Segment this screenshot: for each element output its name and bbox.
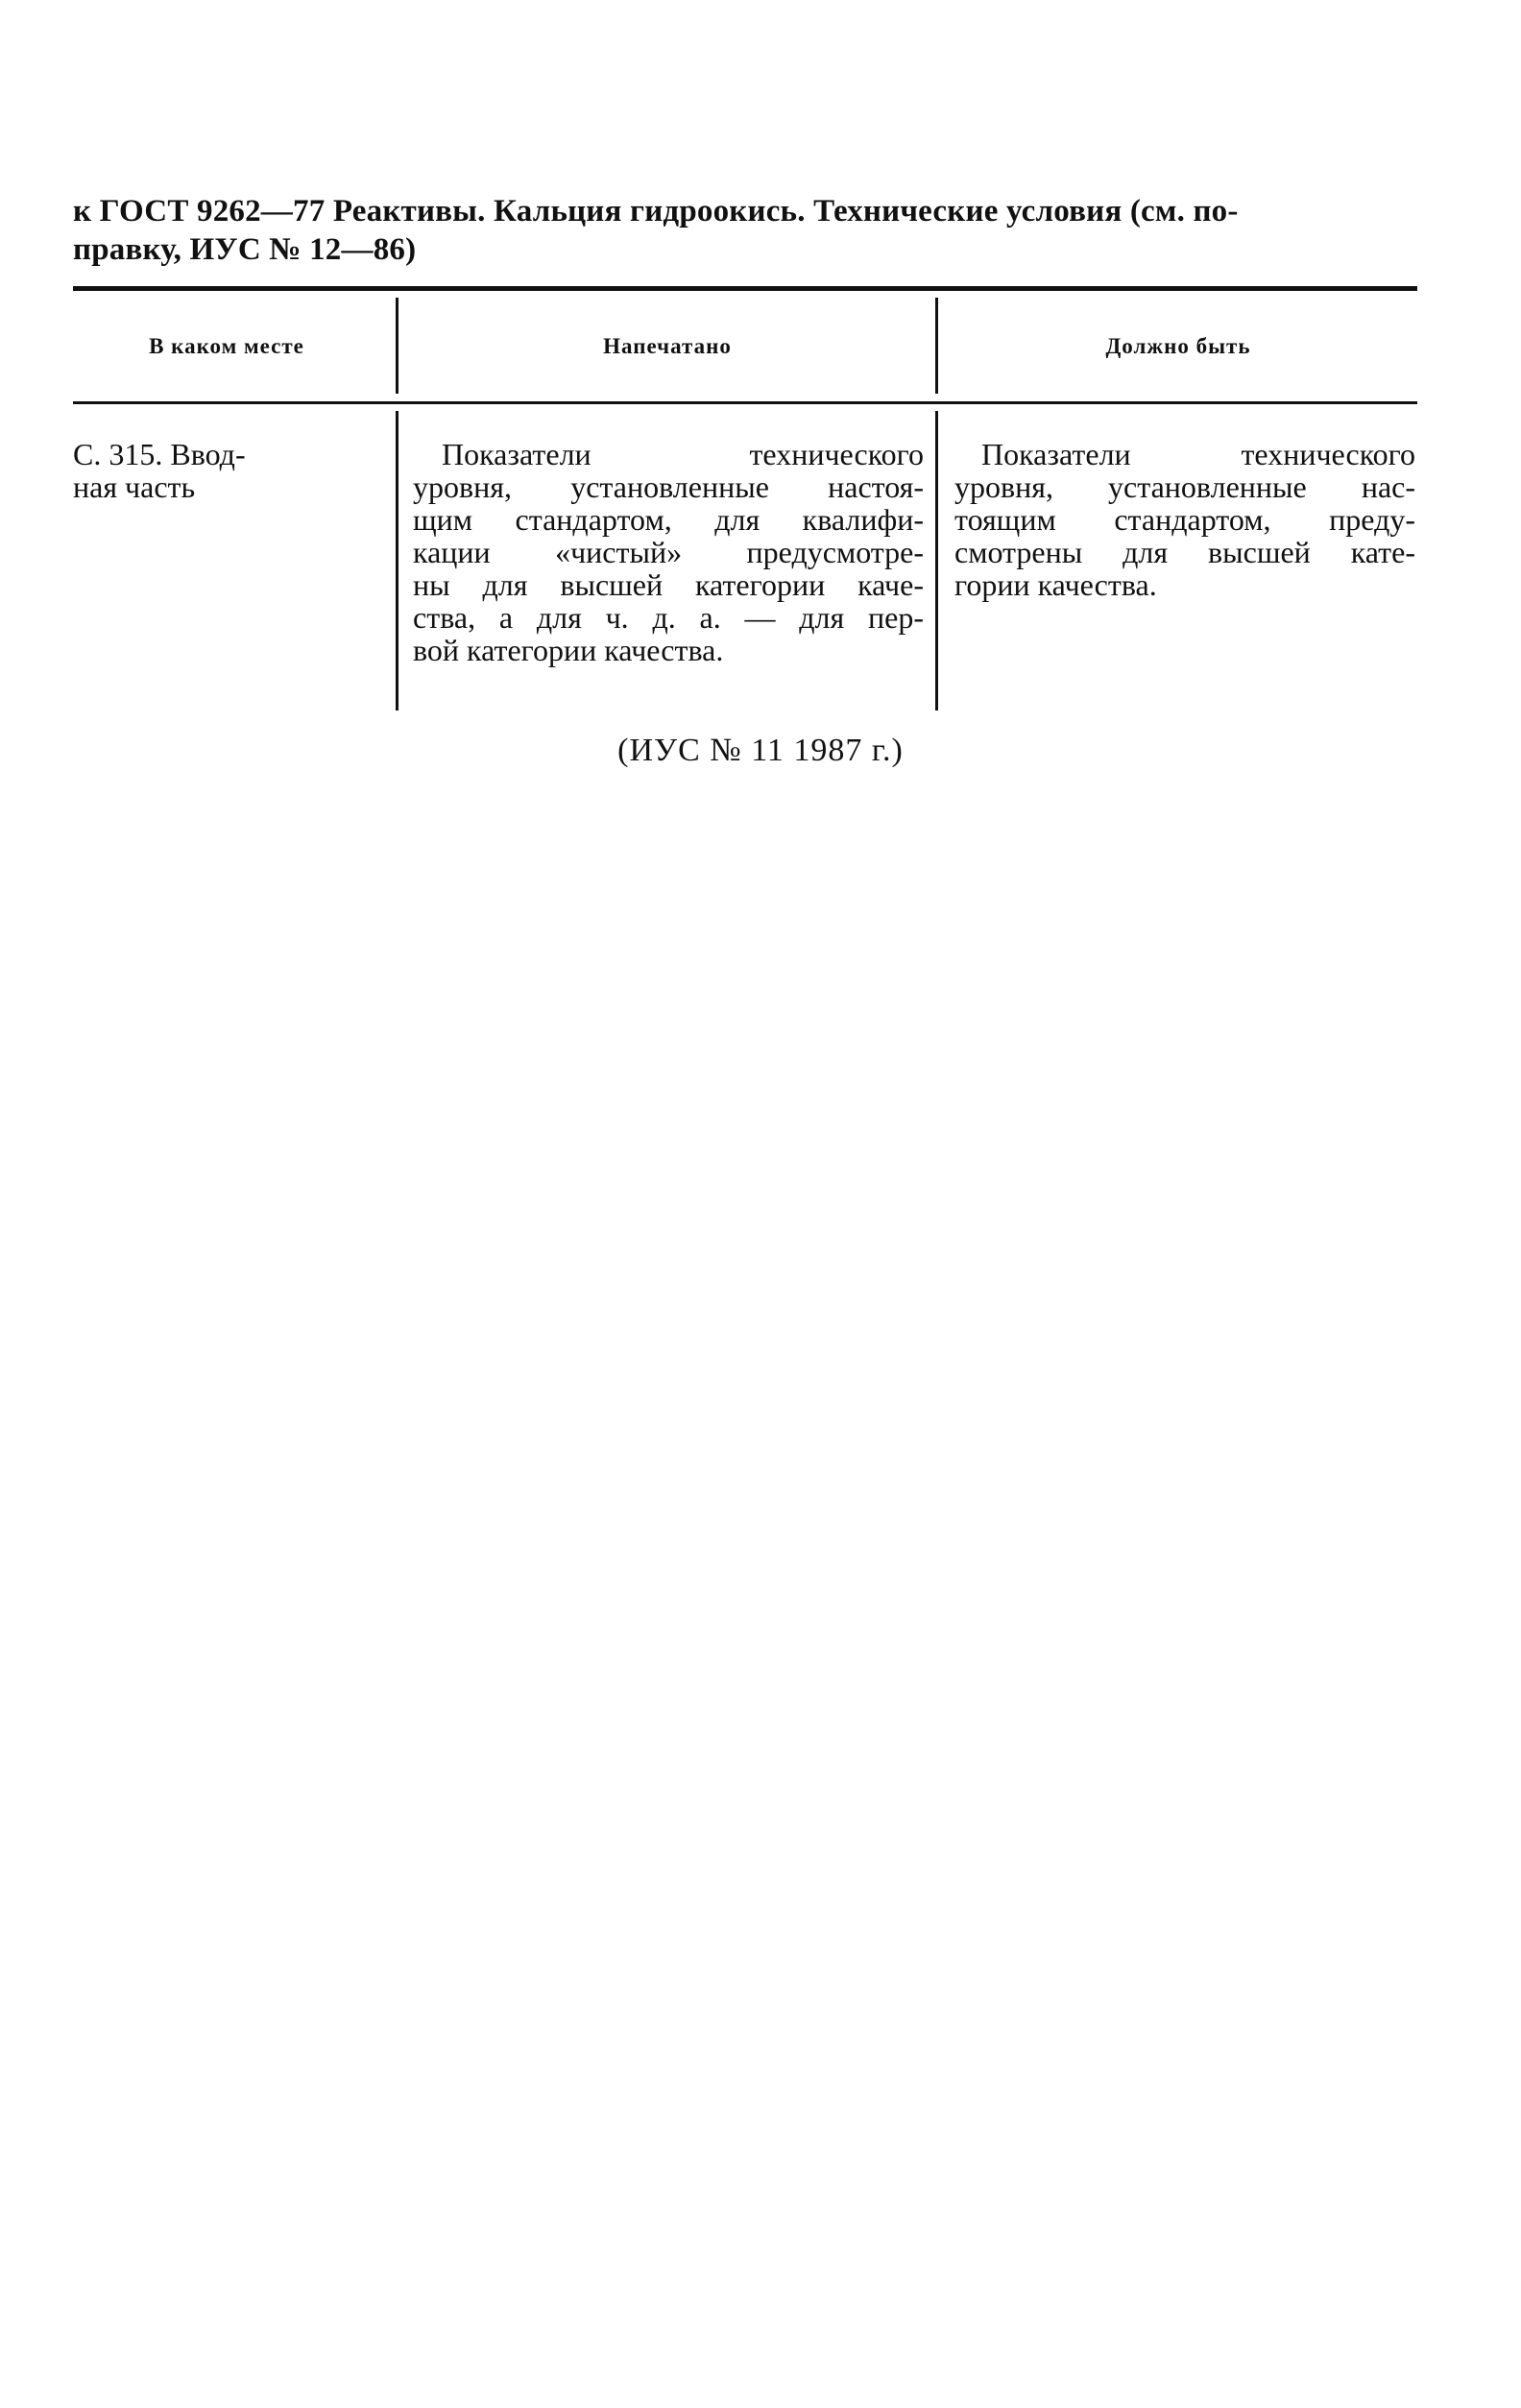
heading-line-2: правку, ИУС № 12—86) [73, 232, 417, 267]
should-be-line: тоящим стандартом, преду- [954, 502, 1415, 537]
place-line: ная часть [73, 470, 196, 504]
place-line: С. 315. Ввод- [73, 437, 246, 471]
table-cell-place [73, 438, 361, 503]
heading-line-1: к ГОСТ 9262—77 Реактивы. Кальция гидроокись. Технические условия (см. по- [73, 194, 1239, 229]
should-be-line: гории качества. [954, 567, 1157, 602]
body-column-divider-1 [396, 411, 398, 710]
table-header-rule [73, 401, 1417, 404]
printed-line: кации «чистый» предусмотре- [413, 535, 924, 569]
column-header-place: В каком месте [149, 334, 304, 358]
printed-line: уровня, установленные настоя- [413, 470, 924, 504]
source-reference: (ИУС № 11 1987 г.) [617, 733, 904, 768]
table-cell-printed [413, 438, 924, 666]
printed-line: Показатели технического [442, 437, 924, 471]
should-be-line: смотрены для высшей кате- [954, 535, 1415, 569]
column-header-printed: Напечатано [603, 334, 732, 358]
column-header-should-be: Должно быть [1105, 334, 1251, 358]
should-be-line: уровня, установленные нас- [954, 470, 1415, 504]
amendment-heading [73, 192, 1417, 269]
printed-line: ны для высшей категории каче- [413, 567, 924, 602]
printed-line: вой категории качества. [413, 633, 724, 667]
printed-line: ства, а для ч. д. а. — для пер- [413, 600, 924, 635]
table-cell-should-be [954, 438, 1415, 601]
body-column-divider-2 [935, 411, 938, 710]
header-column-divider-1 [396, 298, 398, 394]
printed-line: щим стандартом, для квалифи- [413, 502, 924, 537]
header-column-divider-2 [935, 298, 938, 394]
should-be-line: Показатели технического [981, 437, 1415, 471]
table-top-rule [73, 286, 1417, 291]
